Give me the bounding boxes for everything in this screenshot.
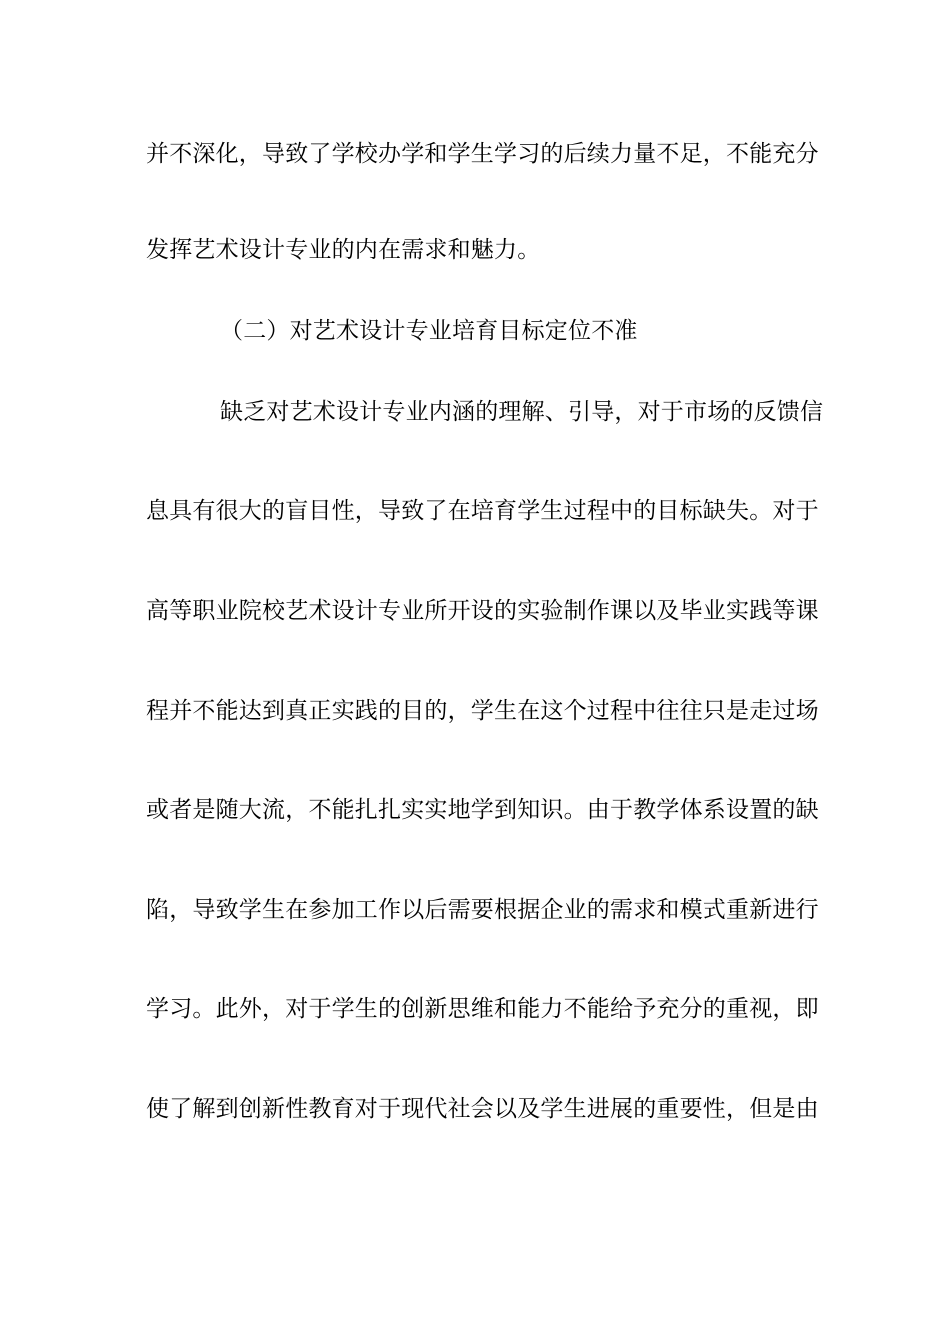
paragraph-line: 陷，导致学生在参加工作以后需要根据企业的需求和模式重新进行	[146, 897, 819, 923]
paragraph-line: 缺乏对艺术设计专业内涵的理解、引导，对于市场的反馈信	[220, 399, 824, 425]
paragraph-line: 息具有很大的盲目性，导致了在培育学生过程中的目标缺失。对于	[146, 498, 819, 524]
paragraph-line: 学习。此外，对于学生的创新思维和能力不能给予充分的重视，即	[146, 996, 819, 1022]
paragraph-line: 高等职业院校艺术设计专业所开设的实验制作课以及毕业实践等课	[146, 598, 819, 624]
paragraph-line: 并不深化，导致了学校办学和学生学习的后续力量不足，不能充分	[146, 141, 819, 167]
paragraph-line: 发挥艺术设计专业的内在需求和魅力。	[146, 237, 541, 263]
section-heading: （二）对艺术设计专业培育目标定位不准	[220, 318, 638, 344]
paragraph-line: 程并不能达到真正实践的目的，学生在这个过程中往往只是走过场	[146, 698, 819, 724]
paragraph-line: 或者是随大流，不能扎扎实实地学到知识。由于教学体系设置的缺	[146, 797, 819, 823]
paragraph-line: 使了解到创新性教育对于现代社会以及学生进展的重要性，但是由	[146, 1096, 819, 1122]
